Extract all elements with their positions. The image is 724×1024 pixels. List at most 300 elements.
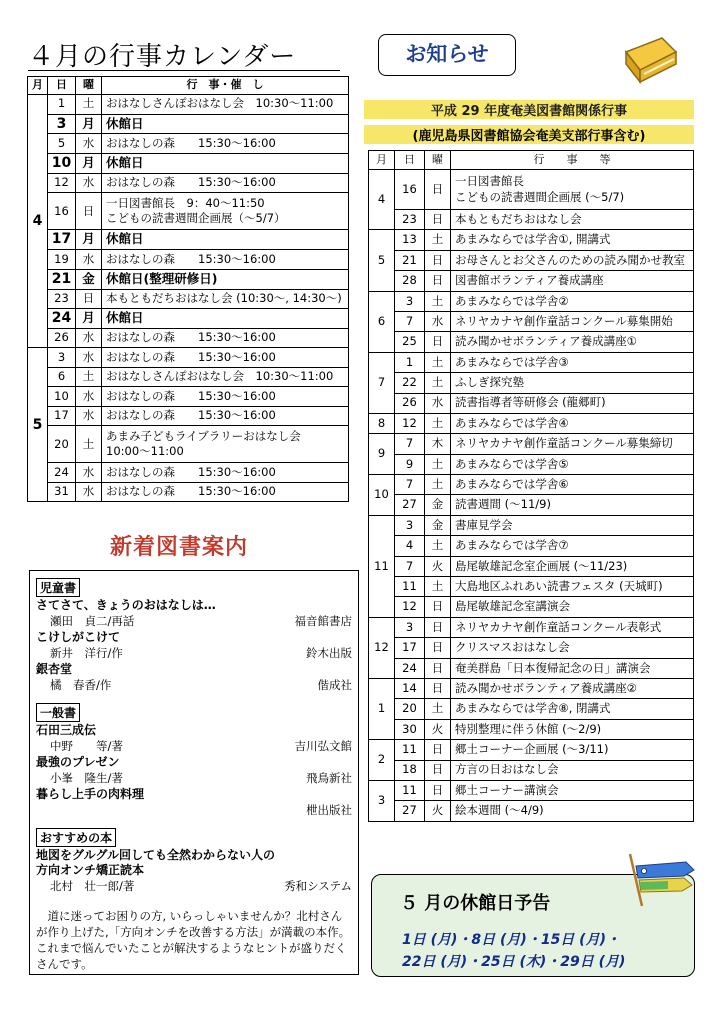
- calendar-row: [28, 193, 349, 230]
- event-cell: [451, 577, 694, 597]
- event-text: 奄美群島「日本復帰記念の日」講演会: [455, 660, 651, 675]
- koinobori-icon: [622, 852, 696, 908]
- dow-cell: 日: [425, 740, 451, 760]
- event-text: あまみ子どもライブラリーおはなし会: [106, 428, 301, 443]
- dow-cell: 土: [425, 454, 451, 474]
- dow-cell: 金: [425, 515, 451, 535]
- dow-cell: 日: [425, 780, 451, 800]
- event-text: 大島地区ふれあい読書フェスタ (天城町): [455, 578, 663, 593]
- event-text: こどもの読書週間企画展（〜5/7）: [106, 211, 286, 226]
- book-author: 北村 壮一郎/著: [50, 879, 135, 893]
- book-entry: [36, 598, 352, 629]
- event-cell: [102, 95, 349, 115]
- calendar-row: [28, 173, 349, 193]
- event-cell: [451, 454, 694, 474]
- book-meta: [36, 802, 352, 818]
- day-cell: 20: [48, 426, 76, 463]
- event-cell: [451, 678, 694, 698]
- day-cell: 21: [48, 269, 76, 289]
- dow-cell: 土: [425, 577, 451, 597]
- dow-cell: 水: [76, 134, 102, 154]
- day-cell: 21: [395, 250, 425, 270]
- book-title: 銀杏堂: [36, 662, 73, 676]
- event-text: ふしぎ探究塾: [455, 375, 524, 390]
- event-text: 絵本週間 (〜4/9): [455, 803, 544, 818]
- day-cell: 26: [48, 328, 76, 348]
- notice-label: お知らせ: [378, 34, 516, 76]
- event-row: [369, 760, 694, 780]
- book-meta: [36, 878, 352, 894]
- event-text: 休館日: [106, 115, 144, 131]
- event-cell: [451, 475, 694, 495]
- day-cell: 3: [395, 515, 425, 535]
- calendar-row: [28, 95, 349, 115]
- day-cell: 19: [48, 250, 76, 270]
- day-cell: 31: [48, 482, 76, 502]
- event-cell: [451, 210, 694, 230]
- event-row: [369, 291, 694, 311]
- event-text: おはなしの森 15:30〜16:00: [106, 251, 276, 266]
- day-cell: 7: [395, 475, 425, 495]
- calendar-row: [28, 348, 349, 368]
- event-text: 本もともだちおはなし会: [455, 211, 582, 226]
- day-cell: 16: [48, 193, 76, 230]
- dow-cell: 日: [76, 289, 102, 309]
- event-text: 方言の日おはなし会: [455, 762, 559, 777]
- event-row: [369, 454, 694, 474]
- event-cell: [451, 413, 694, 433]
- event-cell: [451, 271, 694, 291]
- event-text: おはなしの森 15:30〜16:00: [106, 388, 276, 403]
- event-text: 郷土コーナー講演会: [455, 782, 559, 797]
- book-publisher: 福音館書店: [294, 614, 352, 628]
- dow-cell: 水: [76, 173, 102, 193]
- event-text: あまみならでは学舎④: [455, 415, 569, 430]
- event-row: [369, 556, 694, 576]
- dow-cell: 水: [76, 463, 102, 483]
- dow-cell: 日: [425, 250, 451, 270]
- day-cell: 1: [48, 95, 76, 115]
- book-meta: [36, 738, 352, 754]
- event-text: 書庫見学会: [455, 517, 513, 532]
- event-text: 休館日(整理研修日): [106, 270, 218, 286]
- day-cell: 12: [395, 413, 425, 433]
- book-meta: [36, 770, 352, 786]
- book-meta: [36, 677, 352, 693]
- dow-cell: 土: [76, 426, 102, 463]
- book-title: 最強のプレゼン: [36, 755, 120, 769]
- month-cell: 6: [369, 291, 395, 352]
- event-text: おはなしさんぽおはなし会 10:30〜11:00: [106, 369, 334, 384]
- month-cell: 12: [369, 617, 395, 678]
- calendar-row: [28, 250, 349, 270]
- dow-cell: 土: [425, 291, 451, 311]
- day-cell: 7: [395, 434, 425, 454]
- day-cell: 3: [395, 617, 425, 637]
- event-cell: [451, 332, 694, 352]
- event-cell: [102, 367, 349, 387]
- event-text: 休館日: [106, 154, 144, 170]
- dow-cell: 土: [425, 699, 451, 719]
- book-entry: [36, 723, 352, 754]
- event-cell: [102, 153, 349, 173]
- dow-cell: 火: [425, 719, 451, 739]
- event-text: 郷土コーナー企画展 (〜3/11): [455, 742, 609, 757]
- month-cell: 9: [369, 434, 395, 475]
- event-row: [369, 271, 694, 291]
- event-text: 島尾敏雄記念室企画展 (〜11/23): [455, 558, 628, 573]
- calendar-row: [28, 463, 349, 483]
- book-publisher: 吉川弘文館: [294, 739, 352, 753]
- event-row: [369, 475, 694, 495]
- book-title: こけしがこけて: [36, 630, 121, 644]
- event-cell: [102, 230, 349, 250]
- event-cell: [451, 536, 694, 556]
- event-text: おはなしの森 15:30〜16:00: [106, 175, 276, 190]
- event-text: 休館日: [106, 231, 144, 247]
- calendar-row: [28, 367, 349, 387]
- book-publisher: 鈴木出版: [306, 646, 352, 660]
- day-cell: 25: [395, 332, 425, 352]
- calendar-row: [28, 114, 349, 134]
- book-meta: [36, 613, 352, 629]
- month-cell: 3: [369, 780, 395, 821]
- recommendation-text: 道に迷ってお困りの方, いらっしゃいませんか？北村さんが作り上げた,「方向オンチを改善する方法」が満載の本作。これまで悩んでいたことが解決するようなヒントが盛りだくさんです。: [36, 909, 351, 971]
- book-publisher: 偕成社: [317, 678, 352, 692]
- dow-cell: 日: [425, 271, 451, 291]
- calendar-row: [28, 309, 349, 329]
- event-row: [369, 413, 694, 433]
- book-publisher: 枻出版社: [306, 803, 352, 817]
- event-cell: [451, 311, 694, 331]
- event-cell: [451, 801, 694, 821]
- book-category: 児童書: [36, 578, 80, 597]
- month-cell: 1: [369, 678, 395, 739]
- dow-cell: 火: [425, 801, 451, 821]
- day-cell: 17: [48, 406, 76, 426]
- day-cell: 24: [48, 463, 76, 483]
- event-text: お母さんとお父さんのための読み聞かせ教室: [455, 252, 685, 267]
- calendar-row: [28, 387, 349, 407]
- day-cell: 17: [48, 230, 76, 250]
- header-day: 日: [48, 77, 76, 95]
- dow-cell: 金: [76, 269, 102, 289]
- day-cell: 28: [395, 271, 425, 291]
- event-text: 休館日: [106, 310, 144, 326]
- event-cell: [102, 348, 349, 368]
- day-cell: 14: [395, 678, 425, 698]
- book-publisher: 飛鳥新社: [306, 771, 352, 785]
- header-dow: 曜: [76, 77, 102, 95]
- month-cell: 10: [369, 475, 395, 516]
- header-month: 月: [28, 77, 48, 95]
- month-cell: 4: [28, 95, 48, 348]
- event-row: [369, 210, 694, 230]
- event-cell: [451, 740, 694, 760]
- event-row: [369, 678, 694, 698]
- dow-cell: 火: [425, 556, 451, 576]
- dow-cell: 日: [425, 760, 451, 780]
- event-text: 一日図書館長 9：40〜11:50: [106, 195, 265, 210]
- day-cell: 12: [395, 597, 425, 617]
- closed-days-line: 22日 (月)・25日 (木)・29日 (月): [402, 954, 626, 970]
- dow-cell: 水: [425, 393, 451, 413]
- dow-cell: 土: [76, 367, 102, 387]
- header-month: 月: [369, 151, 395, 170]
- annual-events-table: [368, 150, 694, 822]
- event-text: こどもの読書週間企画展 (〜5/7): [455, 189, 625, 204]
- event-text: 読書週間 (〜11/9): [455, 497, 551, 512]
- calendar-row: [28, 426, 349, 463]
- event-cell: [102, 269, 349, 289]
- event-text: あまみならでは学舎⑥: [455, 477, 569, 492]
- day-cell: 10: [48, 153, 76, 173]
- month-cell: 5: [369, 230, 395, 291]
- day-cell: 3: [48, 348, 76, 368]
- month-cell: 4: [369, 170, 395, 230]
- dow-cell: 水: [76, 482, 102, 502]
- event-row: [369, 393, 694, 413]
- calendar-row: [28, 406, 349, 426]
- event-row: [369, 780, 694, 800]
- event-text: 読み聞かせボランティア養成講座①: [455, 334, 637, 349]
- event-text: おはなしの森 15:30〜16:00: [106, 408, 276, 423]
- day-cell: 11: [395, 780, 425, 800]
- event-text: 特別整理に伴う休館 (〜2/9): [455, 721, 602, 736]
- event-cell: [451, 250, 694, 270]
- title-underline: [28, 70, 340, 71]
- book-author: 橘 春香/作: [50, 678, 112, 692]
- dow-cell: 日: [425, 678, 451, 698]
- event-text: あまみならでは学舎③: [455, 354, 569, 369]
- calendar-row: [28, 328, 349, 348]
- day-cell: 9: [395, 454, 425, 474]
- event-row: [369, 617, 694, 637]
- month-cell: 8: [369, 413, 395, 433]
- event-row: [369, 230, 694, 250]
- book-title: 方向オンチ矯正読本: [36, 863, 145, 877]
- event-row: [369, 495, 694, 515]
- event-text: あまみならでは学舎①, 開講式: [455, 232, 611, 247]
- dow-cell: 水: [76, 387, 102, 407]
- event-cell: [102, 289, 349, 309]
- event-row: [369, 311, 694, 331]
- book-author: 瀬田 貞二/再話: [50, 614, 135, 628]
- notice-heading: 平成 29 年度奄美図書館関係行事: [364, 100, 694, 119]
- event-text: おはなしさんぽおはなし会 10:30〜11:00: [106, 96, 334, 111]
- event-cell: [451, 556, 694, 576]
- closed-days-line: 1日 (月)・8日 (月)・15日 (月)・: [402, 932, 620, 948]
- closed-days-dates: [402, 929, 672, 973]
- day-cell: 3: [48, 114, 76, 134]
- dow-cell: 金: [425, 495, 451, 515]
- event-cell: [451, 434, 694, 454]
- event-cell: [451, 230, 694, 250]
- event-text: 島尾敏雄記念室講演会: [455, 599, 570, 614]
- calendar-table: [27, 76, 349, 502]
- day-cell: 13: [395, 230, 425, 250]
- event-row: [369, 597, 694, 617]
- event-row: [369, 577, 694, 597]
- book-icon: [618, 30, 680, 88]
- book-category: 一般書: [36, 703, 80, 722]
- day-cell: 24: [395, 658, 425, 678]
- month-cell: 2: [369, 740, 395, 781]
- event-cell: [102, 426, 349, 463]
- day-cell: 17: [395, 638, 425, 658]
- day-cell: 4: [395, 536, 425, 556]
- header-event: 行 事・催 し: [102, 77, 349, 95]
- event-row: [369, 434, 694, 454]
- dow-cell: 月: [76, 309, 102, 329]
- event-row: [369, 801, 694, 821]
- dow-cell: 土: [425, 352, 451, 372]
- book-entry: [36, 848, 352, 894]
- event-text: 読み聞かせボランティア養成講座②: [455, 680, 637, 695]
- dow-cell: 土: [425, 413, 451, 433]
- event-cell: [451, 352, 694, 372]
- dow-cell: 土: [425, 373, 451, 393]
- event-row: [369, 699, 694, 719]
- calendar-row: [28, 134, 349, 154]
- day-cell: 20: [395, 699, 425, 719]
- day-cell: 23: [48, 289, 76, 309]
- event-row: [369, 373, 694, 393]
- day-cell: 7: [395, 556, 425, 576]
- event-cell: [451, 170, 694, 210]
- event-row: [369, 332, 694, 352]
- day-cell: 10: [48, 387, 76, 407]
- event-row: [369, 352, 694, 372]
- event-row: [369, 170, 694, 210]
- event-text: 図書館ボランティア養成講座: [455, 273, 604, 288]
- day-cell: 3: [395, 291, 425, 311]
- month-cell: 5: [28, 348, 48, 502]
- dow-cell: 土: [425, 475, 451, 495]
- event-cell: [102, 387, 349, 407]
- header-dow: 曜: [425, 151, 451, 170]
- calendar-title: ４月の行事カレンダー: [28, 42, 297, 72]
- dow-cell: 日: [425, 658, 451, 678]
- event-cell: [102, 250, 349, 270]
- event-cell: [102, 463, 349, 483]
- event-cell: [102, 406, 349, 426]
- dow-cell: 日: [76, 193, 102, 230]
- book-author: 中野 等/著: [50, 739, 123, 753]
- book-author: 新井 洋行/作: [50, 646, 123, 660]
- book-title: さてさて、きょうのおはなしは…: [36, 598, 216, 612]
- event-text: ネリヤカナヤ創作童話コンクール募集締切: [455, 436, 673, 451]
- event-text: あまみならでは学舎⑤: [455, 456, 569, 471]
- event-text: 一日図書館長: [455, 173, 524, 188]
- day-cell: 26: [395, 393, 425, 413]
- event-row: [369, 658, 694, 678]
- event-cell: [102, 114, 349, 134]
- event-row: [369, 719, 694, 739]
- book-publisher: 秀和システム: [284, 879, 352, 893]
- book-entry: [36, 755, 352, 786]
- calendar-header-row: [28, 77, 349, 95]
- calendar-row: [28, 482, 349, 502]
- event-text: おはなしの森 15:30〜16:00: [106, 464, 276, 479]
- event-text: おはなしの森 15:30〜16:00: [106, 349, 276, 364]
- day-cell: 11: [395, 740, 425, 760]
- dow-cell: 月: [76, 153, 102, 173]
- book-author: 小峯 隆生/著: [50, 771, 123, 785]
- dow-cell: 月: [76, 114, 102, 134]
- event-text: あまみならでは学舎②: [455, 293, 569, 308]
- event-cell: [102, 134, 349, 154]
- event-text: ネリヤカナヤ創作童話コンクール募集開始: [455, 313, 673, 328]
- event-row: [369, 740, 694, 760]
- events-header-row: [369, 151, 694, 170]
- event-row: [369, 515, 694, 535]
- event-cell: [451, 638, 694, 658]
- event-cell: [102, 482, 349, 502]
- dow-cell: 木: [425, 434, 451, 454]
- book-title: 暮らし上手の肉料理: [36, 787, 145, 801]
- day-cell: 6: [48, 367, 76, 387]
- dow-cell: 水: [76, 328, 102, 348]
- day-cell: 16: [395, 170, 425, 210]
- dow-cell: 月: [76, 230, 102, 250]
- new-books-box: [29, 570, 359, 975]
- header-day: 日: [395, 151, 425, 170]
- month-cell: 7: [369, 352, 395, 413]
- day-cell: 24: [48, 309, 76, 329]
- event-cell: [451, 495, 694, 515]
- day-cell: 11: [395, 577, 425, 597]
- month-cell: 11: [369, 515, 395, 617]
- event-text: ネリヤカナヤ創作童話コンクール表彰式: [455, 619, 662, 634]
- calendar-row: [28, 269, 349, 289]
- event-cell: [451, 597, 694, 617]
- event-cell: [451, 617, 694, 637]
- header-event: 行 事 等: [451, 151, 694, 170]
- dow-cell: 土: [425, 230, 451, 250]
- dow-cell: 日: [425, 210, 451, 230]
- calendar-row: [28, 230, 349, 250]
- event-text: おはなしの森 15:30〜16:00: [106, 135, 276, 150]
- day-cell: 5: [48, 134, 76, 154]
- book-entry: [36, 662, 352, 693]
- dow-cell: 土: [425, 536, 451, 556]
- dow-cell: 水: [76, 348, 102, 368]
- closed-days-title: ５ 月の休館日予告: [400, 893, 551, 914]
- day-cell: 7: [395, 311, 425, 331]
- dow-cell: 水: [425, 311, 451, 331]
- day-cell: 30: [395, 719, 425, 739]
- event-cell: [451, 291, 694, 311]
- event-text: 10:00〜11:00: [106, 444, 184, 459]
- book-meta: [36, 645, 352, 661]
- event-text: 読書指導者等研修会 (龍郷町): [455, 395, 606, 410]
- dow-cell: 日: [425, 617, 451, 637]
- event-row: [369, 638, 694, 658]
- dow-cell: 水: [76, 406, 102, 426]
- day-cell: 27: [395, 495, 425, 515]
- event-text: あまみならでは学舎⑧, 閉講式: [455, 701, 611, 716]
- dow-cell: 水: [76, 250, 102, 270]
- dow-cell: 日: [425, 638, 451, 658]
- dow-cell: 日: [425, 597, 451, 617]
- event-cell: [451, 699, 694, 719]
- event-text: クリスマスおはなし会: [455, 640, 570, 655]
- event-text: 本もともだちおはなし会 (10:30〜, 14:30〜): [106, 291, 342, 306]
- book-title: 石田三成伝: [36, 723, 97, 737]
- day-cell: 23: [395, 210, 425, 230]
- event-cell: [102, 193, 349, 230]
